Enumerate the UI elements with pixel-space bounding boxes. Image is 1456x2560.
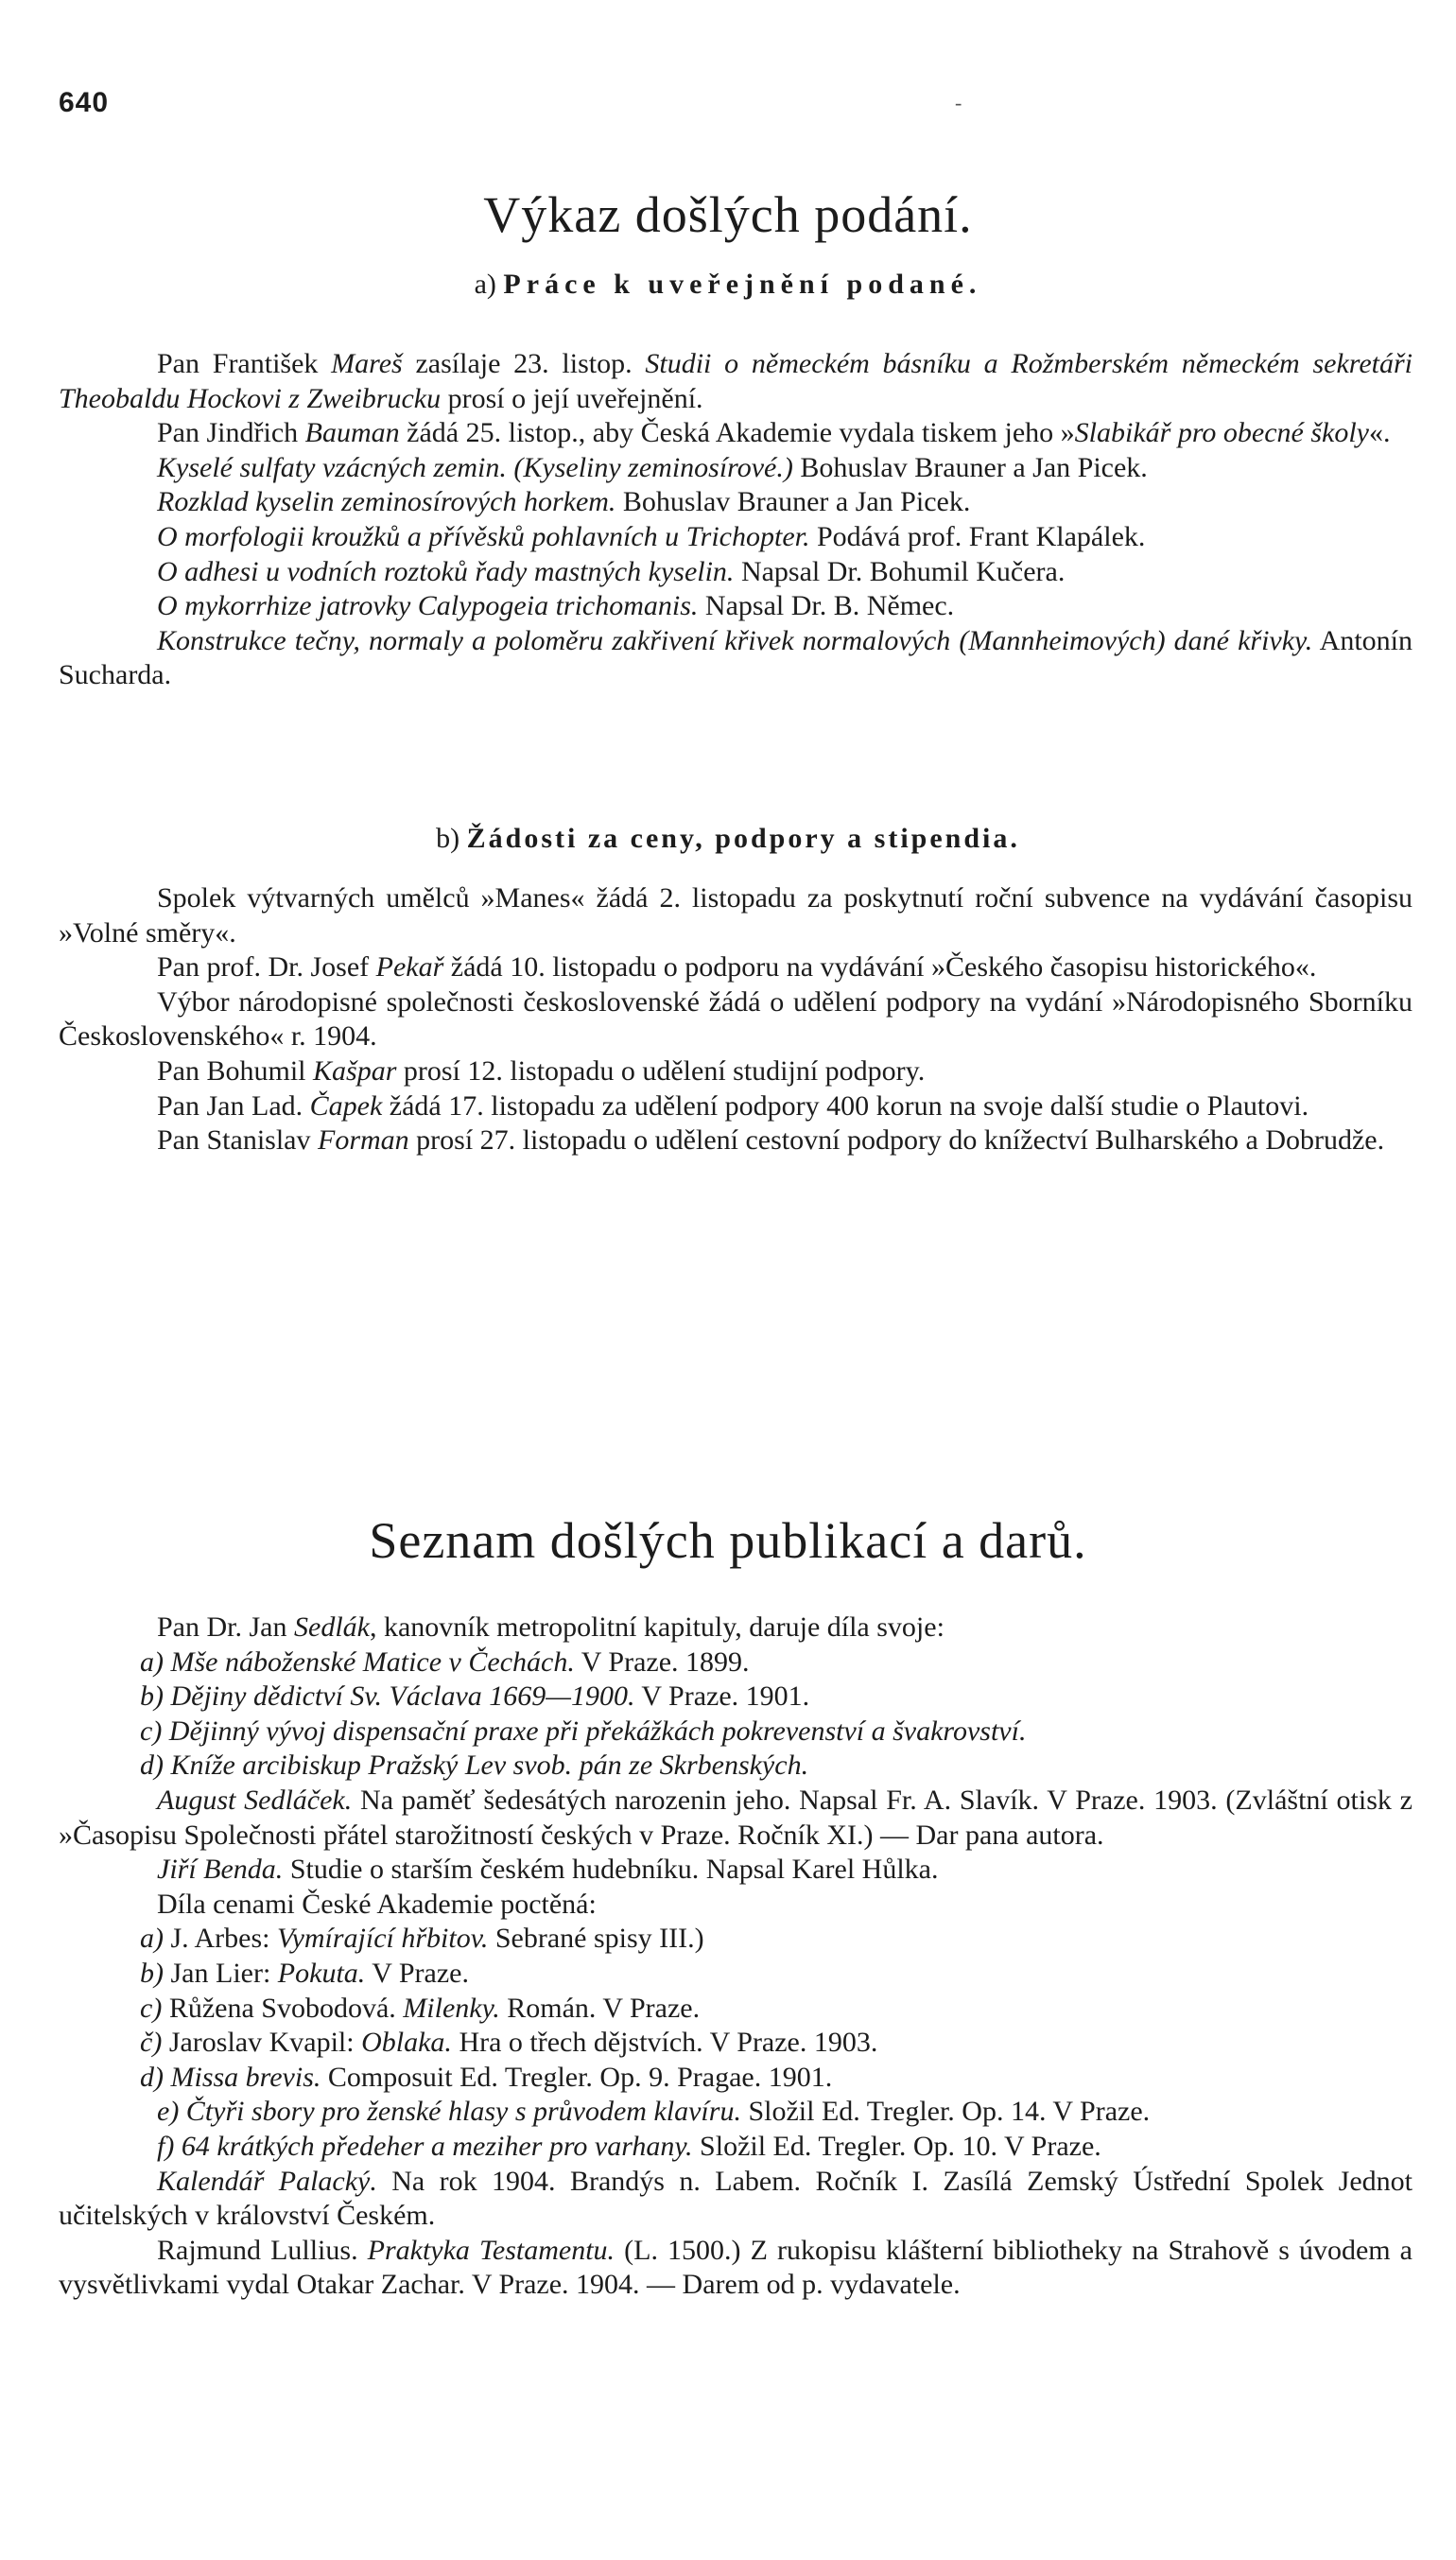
body-text: žádá 25. listop., aby Česká Akademie vydala tiskem jeho » [399, 417, 1075, 449]
request-entry [59, 1089, 1413, 1124]
italic-title-text: Kyselé sulfaty vzácných zemin. (Kyseliny zeminosírové.) [157, 451, 793, 483]
italic-title-text: Kalendář Palacký. [157, 2165, 377, 2197]
italic-title-text: Bauman [304, 417, 400, 449]
subhead-a-label: a) [474, 269, 496, 300]
italic-title-text: Jiří Benda. [157, 1854, 284, 1886]
publication-entry [59, 2234, 1413, 2303]
italic-title-text: Forman [318, 1124, 409, 1157]
publication-entry [59, 1853, 1413, 1888]
body-text: prosí 27. listopadu o udělení cestovní podpory do knížectví Bulharského a Dobrudže. [408, 1124, 1385, 1157]
submission-entry [59, 555, 1413, 590]
subhead-b-text: Žádosti za ceny, podpory a stipendia. [466, 823, 1020, 854]
body-text: Rajmund Lullius. [157, 2234, 368, 2266]
submission-entry [59, 520, 1413, 555]
publication-entry [59, 1784, 1413, 1853]
italic-title-text: b) [140, 1957, 164, 1989]
body-text: zasílaje 23. listop. [402, 348, 646, 379]
subhead-a-text: Práce k uveřejnění podané. [503, 269, 982, 300]
italic-title-text: Kašpar [313, 1054, 397, 1087]
italic-title-text: Missa brevis. [170, 2061, 321, 2093]
publication-entry [59, 1888, 1413, 1923]
body-text: Napsal Dr. B. Němec. [698, 590, 955, 622]
submission-entry [59, 347, 1413, 416]
body-text: Díla cenami České Akademie poctěná: [157, 1888, 597, 1920]
submission-entry [59, 485, 1413, 520]
italic-title-text: Praktyka Testamentu. [367, 2234, 615, 2266]
publication-entry [59, 1611, 1413, 1646]
body-text: Růžena Svobodová. [162, 1992, 404, 2024]
body-text: V Praze. 1901. [634, 1681, 810, 1713]
body-text: Román. V Praze. [499, 1992, 701, 2024]
submission-entry [59, 624, 1413, 693]
publication-entry [59, 1749, 1413, 1784]
italic-title-text: Konstrukce tečny, normaly a poloměru zakřivení křivek normalových (Mannheimových) dané křivky. [157, 624, 1313, 656]
italic-title-text: c) Dějinný vývoj dispensační praxe při překážkách pokrevenství a švakrovství. [140, 1715, 1027, 1747]
publication-entry [59, 1715, 1413, 1750]
body-text: Bohuslav Brauner a Jan Picek. [792, 451, 1148, 483]
body-text: Pan Jan Lad. [157, 1089, 310, 1122]
publication-entry [59, 2165, 1413, 2234]
request-entry [59, 1123, 1413, 1158]
body-text: Jaroslav Kvapil: [162, 2027, 362, 2059]
body-text: V Praze. 1899. [574, 1646, 750, 1678]
body-text: Composuit Ed. Tregler. Op. 9. Pragae. 1901. [321, 2061, 833, 2093]
body-text: Výbor národopisné společnosti československé žádá o udělení podpory na vydání »Národopisného Sborníku Československého« r. 1904. [59, 985, 1413, 1053]
body-text: Podává prof. Frant Klapálek. [809, 520, 1146, 552]
body-text: žádá 10. listopadu o podporu na vydávání »Českého časopisu historického«. [443, 951, 1317, 984]
subhead-b [0, 823, 1456, 855]
body-text: (L. 1500.) Z rukopisu klášterní bibliotheky na Strahově s úvodem a vysvětlivkami vydal Otakar Zachar. V Praze. 1904. — Darem od p. vydavatele. [59, 2234, 1413, 2301]
request-entry [59, 950, 1413, 985]
italic-title-text: d) [140, 2061, 164, 2093]
publication-entry [59, 2026, 1413, 2061]
request-entry [59, 985, 1413, 1054]
italic-title-text: O morfologii kroužků a přívěsků pohlavních u Trichopter. [157, 520, 810, 552]
italic-title-text: O mykorrhize jatrovky Calypogeia trichomanis. [157, 590, 699, 622]
body-text: Jan Lier: [164, 1957, 278, 1989]
subhead-a [0, 269, 1456, 301]
italic-title-text: Vymírající hřbitov. [277, 1923, 489, 1955]
body-text [164, 2062, 171, 2093]
italic-title-text: Mareš [331, 348, 403, 379]
italic-title-text: a) Mše náboženské Matice v Čechách. [140, 1646, 575, 1678]
top-mark: - [955, 91, 962, 114]
subhead-b-label: b) [436, 823, 460, 854]
publication-entry [59, 1680, 1413, 1715]
submissions-list-a [59, 347, 1413, 693]
body-text: Spolek výtvarných umělců »Manes« žádá 2. listopadu za poskytnutí roční subvence na vydávání časopisu »Volné směry«. [59, 882, 1413, 949]
italic-title-text: Milenky. [403, 1992, 500, 2024]
body-text: Sebrané spisy III.) [488, 1923, 704, 1955]
italic-title-text: č) [140, 2027, 163, 2059]
body-text: Bohuslav Brauner a Jan Picek. [615, 486, 971, 518]
body-text: Na paměť šedesátých narozenin jeho. Napsal Fr. A. Slavík. V Praze. 1903. (Zvláštní otisk z »Časopisu Společnosti přátel starožitností českých v Praze. Ročník XI.) — Dar pana autora. [59, 1784, 1413, 1851]
body-text: V Praze. [365, 1957, 469, 1989]
body-text: , kanovník metropolitní kapituly, daruje díla svoje: [369, 1611, 945, 1643]
body-text: Složil Ed. Tregler. Op. 14. V Praze. [740, 2096, 1151, 2128]
italic-title-text: August Sedláček. [157, 1784, 353, 1816]
italic-title-text: Čapek [309, 1089, 383, 1122]
body-text: Pan Bohumil [157, 1054, 314, 1087]
italic-title-text: Oblaka. [361, 2027, 452, 2059]
publication-entry [59, 2130, 1413, 2165]
page-number: 640 [59, 87, 110, 118]
body-text: Pan František [157, 348, 332, 379]
body-text: žádá 17. listopadu za udělení podpory 400 korun na svoje další studie o Plautovi. [382, 1089, 1309, 1122]
request-entry [59, 881, 1413, 950]
body-text: Pan Jindřich [157, 417, 305, 449]
italic-title-text: c) [140, 1992, 163, 2024]
publication-entry [59, 2095, 1413, 2130]
publication-entry [59, 1957, 1413, 1992]
section1-title: Výkaz došlých podání. [483, 186, 973, 243]
publication-entry [59, 1922, 1413, 1957]
body-text: J. Arbes: [164, 1923, 277, 1955]
italic-title-text: O adhesi u vodních roztoků řady mastných kyselin. [157, 555, 735, 587]
italic-title-text: Sedlák [294, 1611, 370, 1643]
body-text: Na rok 1904. Brandýs n. Labem. Ročník I. Zasílá Zemský Ústřední Spolek Jednot učitelských v království Českém. [59, 2165, 1413, 2232]
requests-list-b [59, 881, 1413, 1158]
submission-entry [59, 589, 1413, 624]
section2-title: Seznam došlých publikací a darů. [369, 1512, 1087, 1569]
body-text: Napsal Dr. Bohumil Kučera. [734, 555, 1066, 587]
italic-title-text: a) [140, 1923, 164, 1955]
body-text: prosí o její uveřejnění. [441, 382, 703, 414]
publication-entry [59, 2061, 1413, 2096]
italic-title-text: d) Kníže arcibiskup Pražský Lev svob. pán ze Skrbenských. [140, 1750, 809, 1782]
submission-entry [59, 416, 1413, 451]
body-text: Pan Dr. Jan [157, 1611, 294, 1643]
request-entry [59, 1054, 1413, 1089]
italic-title-text: f) 64 krátkých předeher a meziher pro varhany. [157, 2130, 693, 2162]
italic-title-text: Slabikář pro obecné školy [1074, 417, 1369, 449]
italic-title-text: Rozklad kyselin zeminosírových horkem. [157, 486, 616, 518]
body-text: Pan Stanislav [157, 1124, 318, 1157]
submission-entry [59, 451, 1413, 486]
body-text: Složil Ed. Tregler. Op. 10. V Praze. [692, 2130, 1101, 2162]
italic-title-text: Pekař [375, 951, 444, 984]
body-text: prosí 12. listopadu o udělení studijní podpory. [396, 1054, 926, 1087]
publications-list [59, 1611, 1413, 2303]
publication-entry [59, 1646, 1413, 1681]
body-text: Pan prof. Dr. Josef [157, 951, 376, 984]
italic-title-text: e) Čtyři sbory pro ženské hlasy s průvodem klavíru. [157, 2096, 741, 2128]
body-text: Studie o starším českém hudebníku. Napsal Karel Hůlka. [283, 1854, 939, 1886]
publication-entry [59, 1992, 1413, 2027]
body-text: Antonín Sucharda. [59, 624, 1413, 691]
italic-title-text: Studii o německém básníku a Rožmberském německém sekretáři Theobaldu Hockovi z Zweibrucku [59, 348, 1413, 414]
body-text: «. [1368, 417, 1391, 449]
italic-title-text: b) Dějiny dědictví Sv. Václava 1669—1900. [140, 1681, 635, 1713]
italic-title-text: Pokuta. [277, 1957, 366, 1989]
body-text: Hra o třech dějstvích. V Praze. 1903. [451, 2027, 878, 2059]
